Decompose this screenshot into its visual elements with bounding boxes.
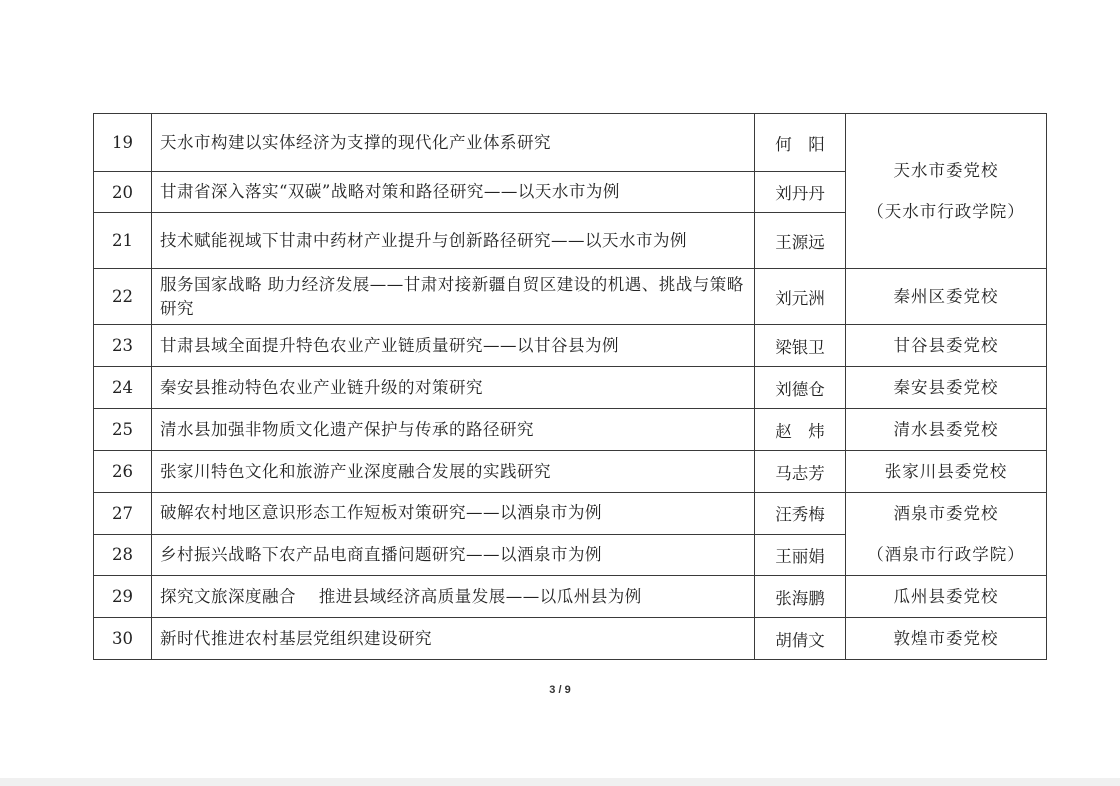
row-number: 26: [94, 451, 152, 493]
author-name: 王源远: [755, 213, 846, 269]
table-row: [94, 576, 1047, 618]
unit-cell: [846, 114, 1047, 269]
project-title: 甘肃省深入落实“双碳”战略对策和路径研究——以天水市为例: [152, 172, 755, 213]
project-title: 破解农村地区意识形态工作短板对策研究——以酒泉市为例: [152, 493, 755, 535]
unit-cell: 清水县委党校: [846, 409, 1047, 451]
table-row: [94, 367, 1047, 409]
author-name: 梁银卫: [755, 325, 846, 367]
unit-cell: 张家川县委党校: [846, 451, 1047, 493]
unit-cell: 敦煌市委党校: [846, 618, 1047, 660]
author-name: 汪秀梅: [755, 493, 846, 535]
row-number: 29: [94, 576, 152, 618]
project-title: 清水县加强非物质文化遗产保护与传承的路径研究: [152, 409, 755, 451]
unit-name: 酒泉市委党校: [893, 504, 999, 523]
project-title: 张家川特色文化和旅游产业深度融合发展的实践研究: [152, 451, 755, 493]
row-number: 24: [94, 367, 152, 409]
project-table: [93, 113, 1047, 660]
row-number: 23: [94, 325, 152, 367]
project-title: 秦安县推动特色农业产业链升级的对策研究: [152, 367, 755, 409]
row-number: 20: [94, 172, 152, 213]
table-row: [94, 618, 1047, 660]
author-name: 刘德仓: [755, 367, 846, 409]
table-row: [94, 493, 1047, 535]
author-name: 刘元洲: [755, 269, 846, 325]
author-name: 马志芳: [755, 451, 846, 493]
unit-cell: 瓜州县委党校: [846, 576, 1047, 618]
row-number: 22: [94, 269, 152, 325]
project-title: 探究文旅深度融合 推进县域经济高质量发展——以瓜州县为例: [152, 576, 755, 618]
table-row: [94, 269, 1047, 325]
author-name: 何 阳: [755, 114, 846, 172]
page-bottom-edge: [0, 778, 1120, 786]
project-title: 服务国家战略 助力经济发展——甘肃对接新疆自贸区建设的机遇、挑战与策略研究: [152, 269, 755, 325]
project-title: 技术赋能视域下甘肃中药材产业提升与创新路径研究——以天水市为例: [152, 213, 755, 269]
unit-subname: （酒泉市行政学院）: [867, 545, 1025, 564]
author-name: 赵 炜: [755, 409, 846, 451]
unit-cell: 甘谷县委党校: [846, 325, 1047, 367]
project-table-container: [93, 113, 1046, 660]
unit-cell: [846, 493, 1047, 576]
row-number: 27: [94, 493, 152, 535]
author-name: 刘丹丹: [755, 172, 846, 213]
table-row: [94, 114, 1047, 172]
table-row: [94, 451, 1047, 493]
project-title: 甘肃县域全面提升特色农业产业链质量研究——以甘谷县为例: [152, 325, 755, 367]
unit-cell: 秦州区委党校: [846, 269, 1047, 325]
table-row: [94, 325, 1047, 367]
author-name: 张海鹏: [755, 576, 846, 618]
unit-name: 天水市委党校: [893, 161, 999, 180]
author-name: 胡倩文: [755, 618, 846, 660]
author-name: 王丽娟: [755, 534, 846, 576]
row-number: 28: [94, 534, 152, 576]
project-title: 乡村振兴战略下农产品电商直播问题研究——以酒泉市为例: [152, 534, 755, 576]
table-row: [94, 409, 1047, 451]
unit-subname: （天水市行政学院）: [867, 202, 1025, 221]
row-number: 19: [94, 114, 152, 172]
unit-cell: 秦安县委党校: [846, 367, 1047, 409]
row-number: 30: [94, 618, 152, 660]
row-number: 25: [94, 409, 152, 451]
page-number: 3 / 9: [549, 684, 571, 696]
project-title: 天水市构建以实体经济为支撑的现代化产业体系研究: [152, 114, 755, 172]
project-title: 新时代推进农村基层党组织建设研究: [152, 618, 755, 660]
row-number: 21: [94, 213, 152, 269]
